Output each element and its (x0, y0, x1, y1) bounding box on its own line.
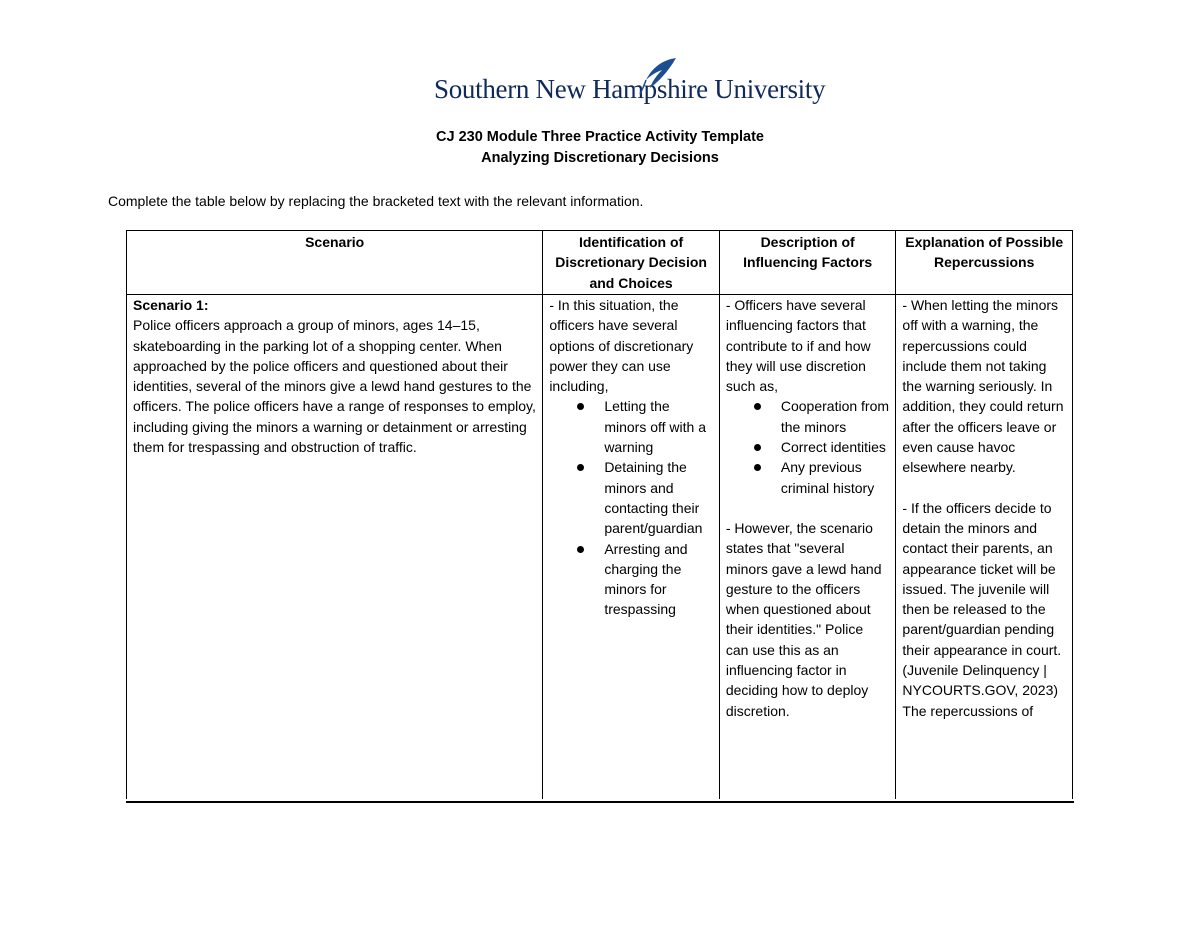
list-item: Cooperation from the minors (781, 396, 890, 437)
list-item: Arresting and charging the minors for trespassing (604, 539, 713, 620)
table-header-row (127, 231, 1073, 295)
repercussions-paragraph-2: - If the officers decide to detain the minors and contact their parents, an appearance ticket will be issued. The juvenile will then be released to the parent/guardian pending their appearance in court. (Juvenile Delinquency | NYCOURTS.GOV, 2023) The repercussions of (902, 499, 1062, 719)
instructions-text: Complete the table below by replacing the bracketed text with the relevant information. (108, 193, 644, 209)
table-bottom-rule (126, 801, 1074, 803)
page-title: CJ 230 Module Three Practice Activity Template (436, 129, 764, 145)
list-item: Detaining the minors and contacting their parent/guardian (604, 457, 713, 538)
factors-list (726, 396, 890, 497)
logo-text: Southern New Hampshire University (434, 74, 826, 104)
header-repercussions: Explanation of Possible Repercussions (896, 231, 1073, 295)
table-row (127, 295, 1073, 800)
page-subtitle: Analyzing Discretionary Decisions (481, 150, 719, 166)
list-item: Correct identities (781, 437, 890, 457)
factors-intro: - Officers have several influencing factors that contribute to if and how they will use discretion such as, (725, 297, 871, 395)
scenario-cell (127, 295, 543, 800)
identification-cell (543, 295, 720, 800)
factors-cell (719, 295, 896, 800)
scenario-text: Police officers approach a group of minors, ages 14–15, skateboarding in the parking lot of a shopping center. When approached by the police officers and questioned about their identities, several of the minors give a lewd hand gestures to the officers. The police officers have a range of responses to employ, including giving the minors a warning or detainment or arresting them for trespassing and obstruction of traffic. (133, 317, 536, 456)
scenario-title: Scenario 1: (133, 297, 209, 313)
analysis-table (126, 230, 1073, 799)
header-scenario: Scenario (127, 231, 543, 295)
identification-list (549, 396, 713, 619)
header-factors: Description of Influencing Factors (719, 231, 896, 295)
list-item: Any previous criminal history (781, 457, 890, 498)
list-item: Letting the minors off with a warning (604, 396, 713, 457)
header-identification: Identification of Discretionary Decision and Choices (543, 231, 720, 295)
factors-outro: - However, the scenario states that "several minors gave a lewd hand gesture to the officers when questioned about their identities." Police can use this as an influencing factor in deciding how to deploy discretion. (725, 519, 882, 719)
identification-intro: - In this situation, the officers have several options of discretionary power they can use including, (549, 297, 694, 395)
repercussions-paragraph-1: - When letting the minors off with a warning, the repercussions could include them not taking the warning seriously. In addition, they could return after the officers leave or even cause havoc elsewhere nearby. (902, 297, 1064, 476)
repercussions-cell (896, 295, 1073, 800)
